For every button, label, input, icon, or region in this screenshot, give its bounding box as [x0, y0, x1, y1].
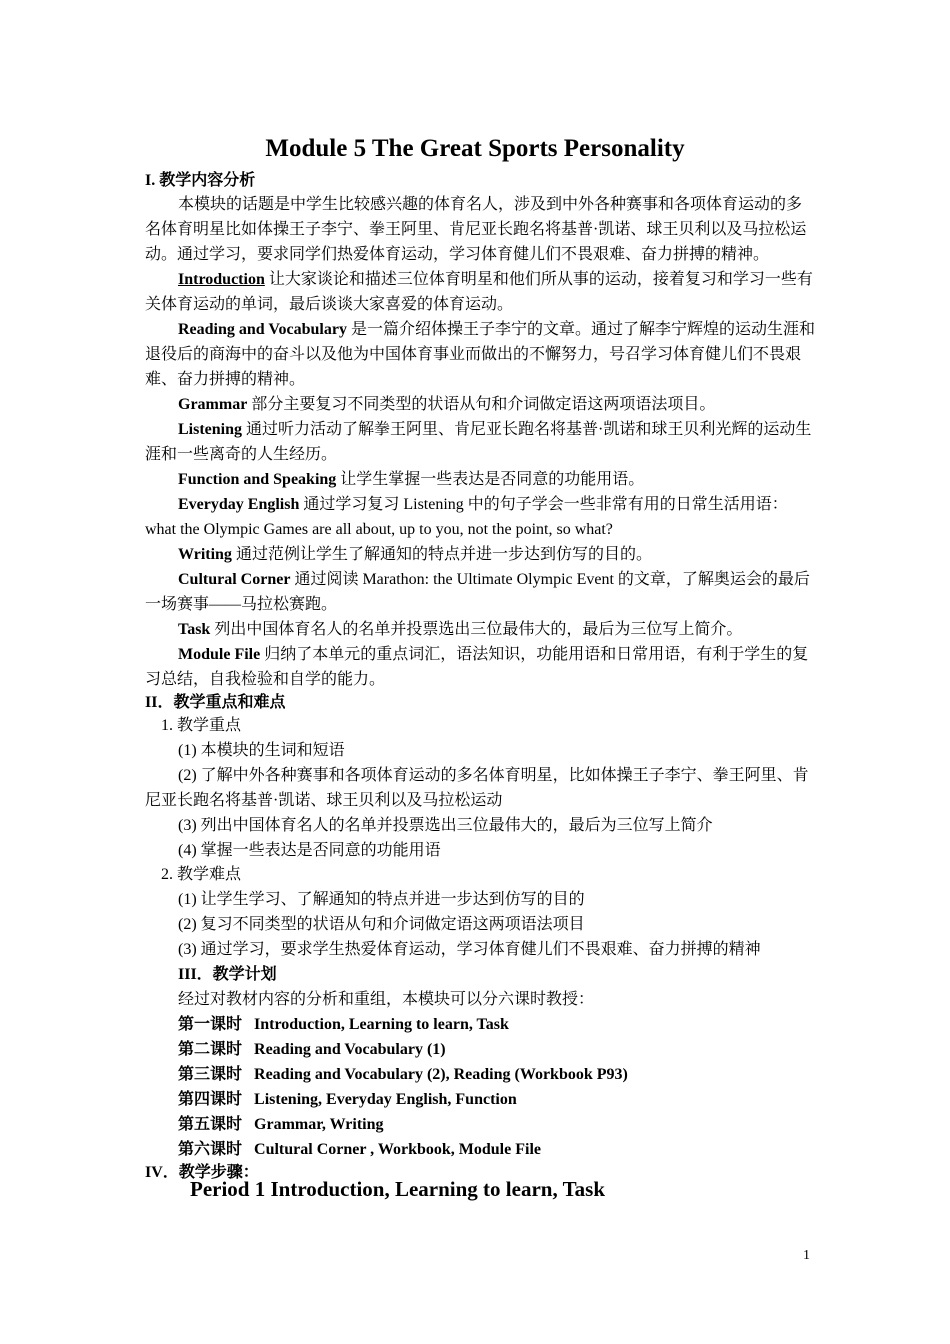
- part-label: Listening: [178, 421, 243, 438]
- period-text: Grammar, Writing: [254, 1116, 384, 1133]
- part-text: 部分主要复习不同类型的状语从句和介词做定语这两项语法项目。: [247, 396, 716, 413]
- plan-period: [145, 1137, 817, 1162]
- period-label: 第四课时: [178, 1091, 243, 1108]
- part-text: 让大家谈论和描述三位体育明星和他们所从事的运动，接着复习和学习一些有关体育运动的单词，最后谈谈大家喜爱的体育运动。: [145, 271, 813, 313]
- plan-period: [145, 1062, 817, 1087]
- part-label: Writing: [178, 546, 232, 563]
- part-text: 列出中国体育名人的名单并投票选出三位最伟大的，最后为三位写上简介。: [210, 621, 743, 638]
- period-label: 第五课时: [178, 1116, 243, 1133]
- part-writing: [145, 542, 817, 567]
- part-text: 通过学习复习 Listening 中的句子学会一些非常有用的日常生活用语：what the Olympic Games are all about, up to you, not the point, so what?: [145, 496, 788, 538]
- plan-period: [145, 1037, 817, 1062]
- difficulty-item: (3) 通过学习，要求学生热爱体育运动，学习体育健儿们不畏艰难、奋力拼搏的精神: [178, 941, 761, 958]
- key-points-heading: 1. 教学重点: [161, 717, 242, 734]
- part-text: 通过阅读 Marathon: the Ultimate Olympic Event 的文章，了解奥运会的最后一场赛事——马拉松赛跑。: [145, 571, 810, 613]
- section-1-heading: I. 教学内容分析: [145, 172, 256, 189]
- plan-period: [145, 1012, 817, 1037]
- period-label: 第六课时: [178, 1141, 243, 1158]
- part-module-file: [145, 642, 817, 692]
- document-title: Module 5 The Great Sports Personality: [265, 135, 685, 162]
- part-label: Grammar: [178, 396, 248, 413]
- key-point-item: (4) 掌握一些表达是否同意的功能用语: [178, 842, 441, 859]
- part-label: Module File: [178, 646, 261, 663]
- period-label: 第三课时: [178, 1066, 243, 1083]
- section-1-intro: 本模块的话题是中学生比较感兴趣的体育名人，涉及到中外各种赛事和各项体育运动的多名体育明星比如体操王子李宁、拳王阿里、肯尼亚长跑名将基普·凯诺、球王贝利以及马拉松运动。通过学习，要求同学们热爱体育运动，学习体育健儿们不畏艰难、奋力拼搏的精神。: [145, 196, 807, 263]
- key-point-item: (1) 本模块的生词和短语: [178, 742, 345, 759]
- period-text: Cultural Corner , Workbook, Module File: [254, 1141, 541, 1158]
- key-point-item: (2) 了解中外各种赛事和各项体育运动的多名体育明星，比如体操王子李宁、拳王阿里、肯尼亚长跑名将基普·凯诺、球王贝利以及马拉松运动: [145, 767, 809, 809]
- part-everyday-english: [145, 492, 817, 542]
- part-listening: [145, 417, 817, 467]
- section-4-heading: IV．教学步骤：: [145, 1164, 259, 1181]
- part-text: 归纳了本单元的重点词汇，语法知识，功能用语和日常用语，有利于学生的复习总结，自我检验和自学的能力。: [145, 646, 809, 688]
- part-cultural-corner: [145, 567, 817, 617]
- section-3-heading: III．教学计划: [178, 966, 277, 983]
- period-text: Reading and Vocabulary (1): [254, 1041, 446, 1058]
- part-reading: [145, 317, 817, 392]
- part-grammar: [145, 392, 817, 417]
- plan-period: [145, 1112, 817, 1137]
- part-label: Task: [178, 621, 211, 638]
- part-label: Cultural Corner: [178, 571, 291, 588]
- period-text: Reading and Vocabulary (2), Reading (Workbook P93): [254, 1066, 628, 1083]
- part-task: [145, 617, 817, 642]
- part-label: Function and Speaking: [178, 471, 337, 488]
- section-2-heading: II．教学重点和难点: [145, 694, 286, 711]
- period-1-title: Period 1 Introduction, Learning to learn, Task: [190, 1177, 605, 1201]
- period-text: Listening, Everyday English, Function: [254, 1091, 517, 1108]
- document-body: [145, 170, 817, 1184]
- part-label: Reading and Vocabulary: [178, 321, 347, 338]
- period-text: Introduction, Learning to learn, Task: [254, 1016, 509, 1033]
- difficulties-heading: 2. 教学难点: [161, 866, 242, 883]
- part-text: 通过听力活动了解拳王阿里、肯尼亚长跑名将基普·凯诺和球王贝利光辉的运动生涯和一些离奇的人生经历。: [145, 421, 812, 463]
- period-label: 第二课时: [178, 1041, 243, 1058]
- period-label: 第一课时: [178, 1016, 243, 1033]
- plan-intro: 经过对教材内容的分析和重组，本模块可以分六课时教授：: [178, 991, 595, 1008]
- part-label: Everyday English: [178, 496, 300, 513]
- part-text: 通过范例让学生了解通知的特点并进一步达到仿写的目的。: [231, 546, 652, 563]
- part-label: Introduction: [178, 271, 265, 288]
- part-function: [145, 467, 817, 492]
- difficulty-item: (1) 让学生学习、了解通知的特点并进一步达到仿写的目的: [178, 891, 585, 908]
- difficulty-item: (2) 复习不同类型的状语从句和介词做定语这两项语法项目: [178, 916, 585, 933]
- part-text: 是一篇介绍体操王子李宁的文章。通过了解李宁辉煌的运动生涯和退役后的商海中的奋斗以及他为中国体育事业而做出的不懈努力，号召学习体育健儿们不畏艰难、奋力拼搏的精神。: [145, 321, 815, 388]
- page-number: 1: [803, 1248, 810, 1263]
- part-introduction: [145, 267, 817, 317]
- plan-period: [145, 1087, 817, 1112]
- key-point-item: (3) 列出中国体育名人的名单并投票选出三位最伟大的，最后为三位写上简介: [178, 817, 713, 834]
- part-text: 让学生掌握一些表达是否同意的功能用语。: [336, 471, 645, 488]
